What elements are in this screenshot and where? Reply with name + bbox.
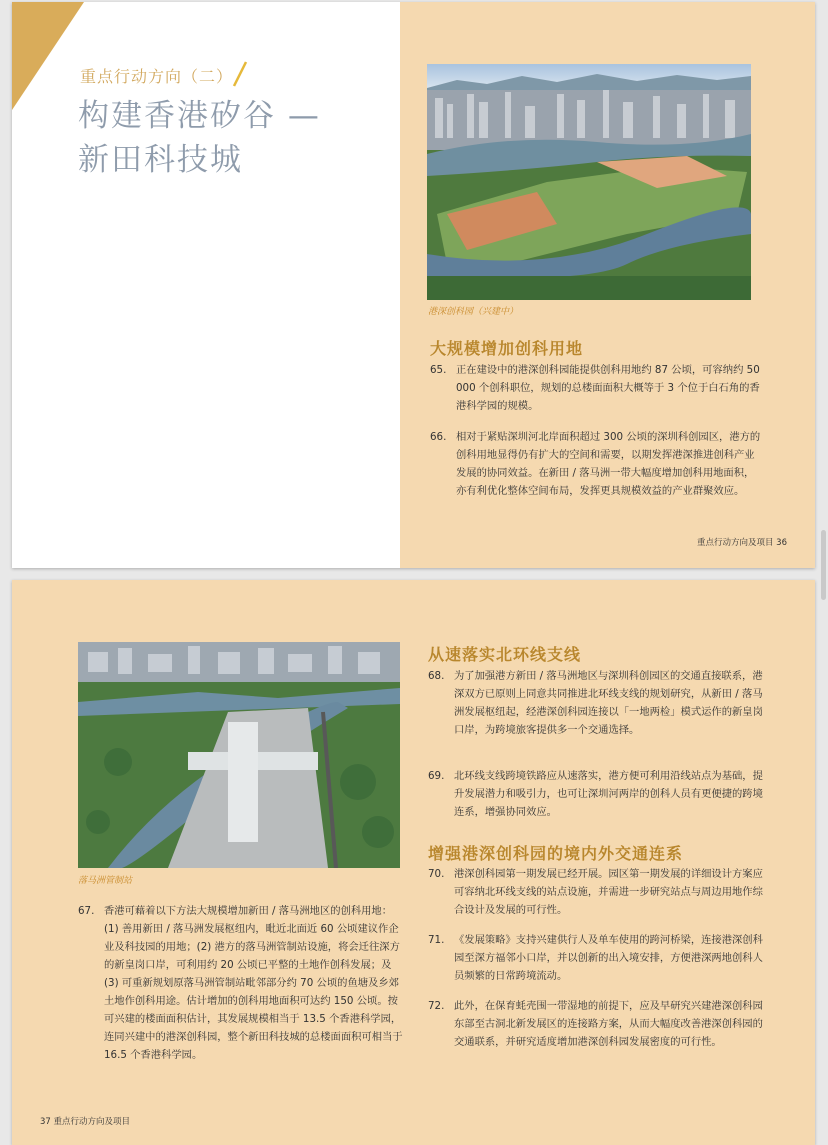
paragraph-text: 北环线支线跨境铁路应从速落实，港方便可利用沿线站点为基础，提升发展潜力和吸引力，也可让深圳河两岸的创科人员有更便捷的跨境连系，增强协同效应。 [454,770,763,818]
page-footer: 37 重点行动方向及项目 [40,1117,131,1127]
photo-caption: 港深创科园（兴建中） [428,307,519,317]
paragraph-number: 70. [428,868,445,880]
aerial-photo-innovation-park [427,64,751,300]
photo-caption: 落马洲管制站 [78,876,133,886]
paragraph-number: 71. [428,934,445,946]
paragraph-number: 66. [430,431,447,443]
slash-decoration [230,60,250,88]
paragraph-text: 《发展策略》支持兴建供行人及单车使用的跨河桥梁，连接港深创科园至深方福邻小口岸，并以创新的出入境安排，方便港深两地创科人员频繁的日常跨境流动。 [454,934,763,982]
paragraph-67 [78,902,404,1064]
paragraph-70 [428,865,764,919]
paragraph-text: 正在建设中的港深创科园能提供创科用地约 87 公顷，可容纳约 50 000 个创科职位，规划的总楼面面积大概等于 3 个位于白石角的香港科学园的规模。 [456,364,760,412]
paragraph-66 [430,428,764,500]
paragraph-number: 67. [78,905,95,917]
paragraph-text: 为了加强港方新田 / 落马洲地区与深圳科创园区的交通直接联系，港深双方已原则上同意共同推进北环线支线的规划研究，从新田 / 落马洲发展枢纽起，经港深创科园连接以「一地两检」模式运作的新皇岗口岸，为跨境旅客提供多一个交通选择。 [454,670,763,736]
content-panel [400,2,815,568]
corner-triangle-decoration [12,2,84,110]
paragraph-number: 65. [430,364,447,376]
paragraph-number: 72. [428,1000,445,1012]
paragraph-71 [428,931,764,985]
page-footer: 重点行动方向及项目 36 [696,538,787,548]
paragraph-72 [428,997,764,1051]
paragraph-text: 此外，在保育蚝壳围一带湿地的前提下，应及早研究兴建港深创科园东部至古洞北新发展区的连接路方案，从而大幅度改善港深创科园的交通联系，并研究适度增加港深创科园发展密度的可行性。 [454,1000,763,1048]
paragraph-number: 68. [428,670,445,682]
paragraph-text: 港深创科园第一期发展已经开展。园区第一期发展的详细设计方案应可容纳北环线支线的站点设施，并需进一步研究站点与周边用地作综合设计及发展的可行性。 [454,868,763,916]
paragraph-69 [428,767,764,821]
title-line-1: 构建香港矽谷 — [78,98,321,134]
page-37 [12,580,815,1145]
paragraph-65 [430,361,764,415]
section-kicker: 重点行动方向（二） [80,67,234,86]
aerial-photo-control-point [78,642,400,868]
scrollbar-thumb[interactable] [821,530,826,600]
paragraph-text: 相对于紧贴深圳河北岸面积超过 300 公顷的深圳科创园区，港方的创科用地显得仍有扩大的空间和需要，以期发挥港深推进创科产业发展的协同效益。在新田 / 落马洲一带大幅度增加创科用地面积，亦有利优化整体空间布局，发挥更具规模效益的产业群聚效应。 [456,431,761,497]
page-36 [12,2,815,568]
paragraph-text: 香港可藉着以下方法大规模增加新田 / 落马洲地区的创科用地：(1) 善用新田 / 落马洲发展枢纽内，毗近北面近 60 公顷建议作企业及科技园的用地；(2) 港方的落马洲管制站设施，将会迁往深方的新皇岗口岸，可利用约 20 公顷已平整的土地作创科发展；及 (3) 可重新规划原落马洲管制站毗邻部分约 70 公顷的鱼塘及乡郊土地作创科用途。估计增加的创科用地面积可达约 150 公顷。按可兴建的楼面面积估计，其发展规模相当于 13.5 个香港科学园，连同兴建中的港深创科园，整个新田科技城的总楼面面积可相当于 16.5 个香港科学园。 [104,905,403,1061]
section-heading: 大规模增加创科用地 [430,339,584,358]
page-title [78,94,321,182]
section-heading-north-link: 从速落实北环线支线 [428,645,582,664]
section-heading-transport: 增强港深创科园的境内外交通连系 [428,844,684,863]
paragraph-68 [428,667,764,739]
title-line-2: 新田科技城 [78,142,243,178]
paragraph-number: 69. [428,770,445,782]
title-panel [12,2,400,568]
